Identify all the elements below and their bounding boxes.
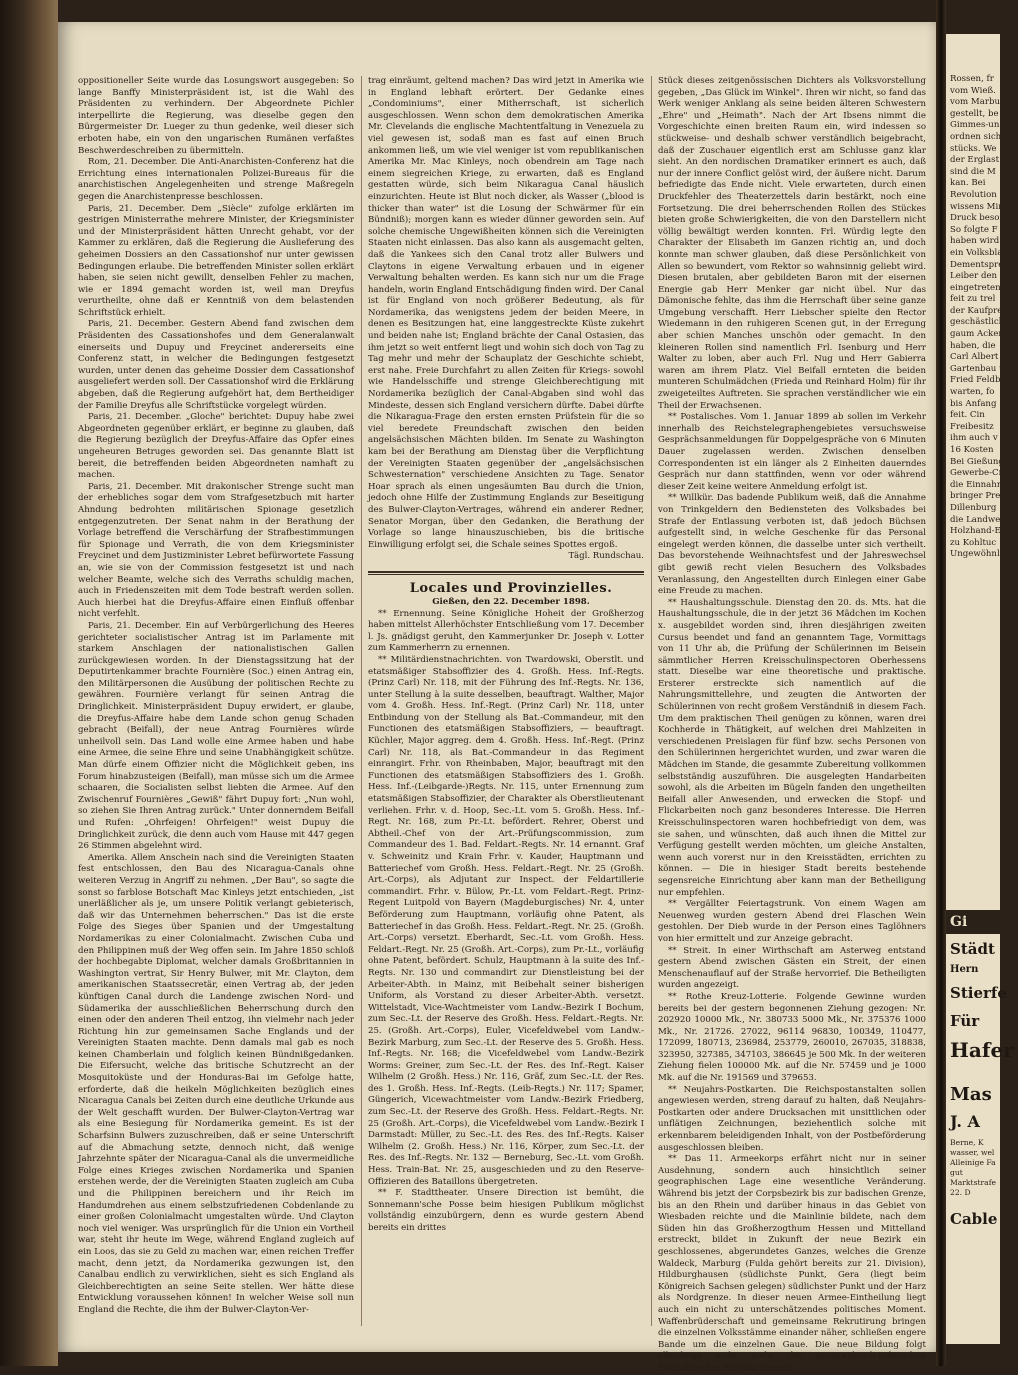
ad-heading: Stierfe — [950, 984, 1007, 1002]
book-spine-shadow — [0, 0, 58, 1366]
ad-banner: Gi — [946, 910, 1000, 934]
text-line: gut — [950, 1168, 963, 1177]
text-line: Fried Feldb — [950, 375, 1001, 386]
article-paragraph: Rom, 21. December. Die Anti-Anarchisten-Conferenz hat die Errichtung eines internationalen Polizei-Bureaus für die anarchistischen Angelegenheiten und strenge Maßregeln gegen die Anarchistenpresse beschlossen. — [78, 157, 354, 202]
ad-heading: Für — [950, 1012, 980, 1030]
text-line: Revolution — [950, 189, 997, 200]
article-paragraph: Paris, 21. December. Mit drakonischer Strenge sucht man der erhebliches sogar dem vom Strafgesetzbuch mit harter Ahndung bedrohten militärischen Spionage gesetzlich entgegenzutreten. Der Senat nahm in der Berathung der Vorlage betreffend die Verschärfung der Strafbestimmungen für Spionage und Verrath, die von dem Kriegsminister Freycinet und dem Justizminister Lebret befürwortete Fassung an, wie sie von der Commission festgesetzt ist und nach welcher Beamte, welche sich des Verraths schuldig machen, auch in Friedenszeiten mit dem Tode bestraft werden sollen. Auch hierbei hat die Dreyfus-Affaire einen Einfluß offenbar nicht verfehlt. — [78, 481, 354, 620]
text-line: haben wird — [950, 236, 1000, 247]
text-line: Dillenburg — [950, 502, 997, 513]
text-line: vom Marburg — [950, 97, 1010, 108]
text-line: wissens Minist — [950, 201, 1015, 212]
article-paragraph: ** F. Stadttheater. Unsere Direction ist bemüht, die Sonnemann'sche Posse beim hiesigen Publikum möglichst vollständig einzubürgern, denn es wurde gestern Abend bereits ein drittes — [368, 1188, 644, 1233]
text-line: Gimmes-un — [950, 120, 1000, 131]
adjacent-page-edge — [946, 34, 1018, 1344]
text-line: Rossen, fr — [950, 74, 994, 84]
text-line: Gartenbau u — [950, 363, 1005, 374]
column-rule — [651, 76, 652, 1326]
text-line: Alleinige Fa — [950, 1158, 996, 1167]
text-line: 16 Kosten — [950, 445, 994, 455]
text-line: die Landwe — [950, 514, 1001, 525]
text-line: 22. D — [950, 1188, 971, 1197]
text-line: Holzhand-E — [950, 526, 1001, 537]
column-2 — [368, 76, 644, 1326]
text-line: zu Kohltuc — [950, 537, 997, 548]
text-line: vom Wieß. — [950, 85, 996, 96]
text-line: So folgte F — [950, 224, 998, 235]
article-paragraph: ** Postalisches. Vom 1. Januar 1899 ab sollen im Verkehr innerhalb des Reichstelegraphengebietes versuchsweise Gesprächsanmeldungen für Doppelgespräche von 6 Minuten Dauer zugelassen werden. Zwischen denselben Correspondenten ist ein länger als 2 Einheiten dauerndes Gespräch nur dann stattfinden, wenn vor oder während dieser Zeit keine weitere Anmeldung erfolgt ist. — [658, 412, 926, 492]
ad-heading: Hern — [950, 964, 979, 975]
text-line: eingetreten — [950, 282, 1001, 293]
text-line: sind die M — [950, 166, 996, 177]
article-paragraph: ** Neujahrs-Postkarten. Die Reichspostanstalten sollen angewiesen werden, streng darauf zu halten, daß Neujahrs-Postkarten oder andere Drucksachen mit unsittlichen oder unflätigen Zeichnungen, beziehentlich solche mit erkennbarem beleidigenden Inhalt, von der Postbeförderung ausgeschlossen bleiben. — [658, 1084, 926, 1153]
column-1 — [78, 76, 354, 1326]
ad-text — [950, 1138, 996, 1198]
article-paragraph: Paris, 21. December. „Gloche" berichtet: Dupuy habe zwei Abgeordneten gegenüber erklärt, er beginne zu glauben, daß die Regierung bezüglich der Dreyfus-Affaire das Opfer eines ungeheuren Betruges geworden sei. Das genannte Blatt ist bereit, die betreffenden beiden Abgeordneten namhaft zu machen. — [78, 412, 354, 481]
article-paragraph: trag einräumt, geltend machen? Das wird jetzt in Amerika wie in England lebhaft erörtert. Der Gedanke eines „Condominiums", einer Mitherrschaft, ist sicherlich ausgeschlossen. Wenn schon dem demokratischen Amerika Mr. Clevelands die englische Machtentfaltung in Venezuela zu viel gewesen ist, sodaß man es fast auf einen Bruch ankommen ließ, um wie viel weniger ist vom republikanischen Amerika Mr. Mac Kinleys, noch obendrein am Tage nach einem siegreichen Kriege, zu erwarten, daß es England gestatten würde, sich beim Nikaragua Canal häuslich einzurichten. Heute ist Blut noch dicker, als Wasser („blood is thicker than water" ist die Losung der Schwärmer für ein Bündniß); morgen kann es wieder dünner geworden sein. Auf solche chemische Ungewißheiten können sich die Vereinigten Staaten nicht einlassen. Das also kann als ausgemacht gelten, daß die Yankees sich den Canal trotz aller Bulwers und Claytons in eigene Verwaltung erbauen und in eigener Verwaltung behalten werden. Es kann sich nur um die Frage handeln, worin England Entschädigung finden wird. Der Canal ist für England von noch größerer Bedeutung, als für Nordamerika, das wenigstens jedem der beiden Meere, in denen es Besitzungen hat, eine langgestreckte Küste zukehrt und beiden nahe ist; England brächte der Canal Ostasien, das ihm jetzt so weit entfernt liegt und wohin sich doch von Tag zu Tag mehr und mehr der Schauplatz der Geschichte schiebt, erst nahe. Freie Durchfahrt zu allen Zeiten für Kriegs- sowohl wie Handelsschiffe und strenge Gleichberechtigung mit Nordamerika bezüglich der Canal-Abgaben sind wohl das Mindeste, dessen sich England versichern dürfte. Dabei dürfte die Nikaragua-Frage den ersten ernsten Prüfstein für die so viel beredete Freundschaft zwischen den beiden angelsächsischen Mächten bilden. Im Senate zu Washington kam bei der Berathung am Dienstag über die Verpflichtung der Vereinigten Staaten gegenüber der „angelsächsischen Schwesternation" verschiedene Ansichten zu Tage. Senator Hoar sprach als einen ungesäumten Bau durch die Union, jedoch ohne Hilfe der Zustimmung Englands zur Beseitigung des Bulwer-Clayton-Vertrages, während ein anderer Redner, Senator Morgan, über den Gedanken, die Berathung der Vorlage so lange hinauszuschieben, bis die britische Einwilligung erfolgt sei, die Schale seines Spottes ergoß. — [368, 76, 644, 550]
article-paragraph: ** Streit. In einer Wirthschaft am Asterweg entstand gestern Abend zwischen Gästen ein Streit, der einen Menschenauflauf auf der Straße hervorrief. Die Betheiligten wurden angezeigt. — [658, 945, 926, 991]
article-paragraph: Stück dieses zeitgenössischen Dichters als Volksvorstellung gegeben, „Das Glück im Winkel". Ihren wir nicht, so fand das Werk weniger Anklang als seine beiden älteren Schwestern „Ehre" und „Heimath". Nach der Art Ibsens nimmt die Vorgeschichte einen breiten Raum ein, wird indessen so stückweise- und deshalb schwer verständlich beigebracht, daß der Zuschauer eigentlich erst am Schlusse ganz klar sieht. An den nordischen Dramatiker erinnert es auch, daß nur der innere Conflict gelöst wird, der äußere nicht. Darum befriedigte das Ende nicht. Viele erwarteten, durch einen Druckfehler des Theaterzettels darin bestärkt, noch eine Fortsetzung. Die drei beherrschenden Rollen des Stückes bieten große Schwierigkeiten, die von den Darstellern nicht völlig bewältigt werden konnten. Frl. Würdig legte den Charakter der Elisabeth im Ganzen richtig an, und doch konnte man schwer glauben, daß diese Persönlichkeit von Allen so bewundert, vom Rektor so wahnsinnig geliebt wird. Diesen brutalen, aber gebildeten Baron mit der eisernen Energie gab Herr Menker gar nicht übel. Nur das Dämonische fehlte, das ihm die Herrschaft über seine ganze Umgebung verschafft. Herr Liebscher spielte den Rector Wiedemann in den ruhigeren Scenen gut, in der Erregung aber schien Manches unschön oder gemacht. In den kleineren Rollen sind namentlich Frl. Isenburg und Herr Walter zu loben, aber auch Frl. Nug und Herr Gabierra waren am ihrem Platz. Viel Beifall ernteten die beiden munteren Schulmädchen (Frieda und Reinhard Holm) für ihr zweigeteiltes Auftreten. Sie sprachen verständlicher wie ein Theil der Erwachsenen. — [658, 76, 926, 411]
article-paragraph: ** Rothe Kreuz-Lotterie. Folgende Gewinne wurden bereits bei der gestern begonnenen Ziehung gezogen: Nr. 202920 10000 Mk., Nr. 380733 5000 Mk., Nr. 375376 1000 Mk., Nr. 21726. 27022, 96114 96830, 100349, 110477, 172099, 180713, 236984, 253779, 260010, 267035, 318838, 323950, 327385, 347103, 386645 je 500 Mk. In der weiteren Ziehung fielen 100000 Mk. auf die Nr. 57459 und je 1000 Mk. auf die Nr. 191569 und 379653. — [658, 991, 926, 1084]
text-line: Ungewöhnliche — [950, 549, 1018, 560]
text-line: die Einnahm — [950, 479, 1005, 490]
text-line: Marktstrafe — [950, 1178, 996, 1187]
text-line: bis Anfang — [950, 398, 997, 409]
article-paragraph: ** Militärdienstnachrichten. von Twardowski, Oberstlt. und etatsmäßiger Stabsoffizier des 4. Großh. Hess. Inf.-Regts. (Prinz Carl) Nr. 118, mit der Führung des Inf.-Regts. Nr. 136, unter Stellung à la suite desselben, beauftragt. Walther, Major vom 4. Großh. Hess. Inf.-Regt. (Prinz Carl) Nr. 118, unter Entbindung von der Stellung als Bat.-Commandeur, mit den Functionen des etatsmäßigen Stabsoffiziers, — beauftragt. Küchler, Major aggreg. dem 4. Großh. Hess. Inf.-Regt. (Prinz Carl) Nr. 118, als Bat.-Commandeur in das Regiment einrangirt. Frhr. von Rheinbaben, Major, beauftragt mit den Functionen des etatsmäßigen Stabsoffiziers des 1. Großh. Hess. Inf.-(Leibgarde-)Regts. Nr. 115, unter Ernennung zum etatsmäßigen Stabsoffizier, der Charakter als Oberstlieutenant verliehen. Frhr. v. d. Hoop, Sec.-Lt. vom 5. Großh. Hess. Inf.-Regt. Nr. 168, zum Pr.-Lt. befördert. Rehrer, Oberst und Abtheil.-Chef von der Art.-Prüfungscommission, zum Commandeur des 1. Bad. Feldart.-Regts. Nr. 14 ernannt. Graf v. Schweinitz und Krain Frhr. v. Kauder, Hauptmann und Batteriechef vom Großh. Hess. Feldart.-Regt. Nr. 25 (Großh. Art.-Corps), als Adjutant zur Inspect. der Feldartillerie commandirt. Frhr. v. Bülow, Pr.-Lt. vom Feldart.-Regt. Prinz-Regent Luitpold von Bayern (Magdeburgisches) Nr. 4, unter Beförderung zum Hauptmann, vorläufig ohne Patent, als Batteriechef in das Großh. Hess. Feldart.-Regt. Nr. 25. (Großh. Art.-Corps) versetzt. Eberhardt, Sec.-Lt. vom Großh. Hess. Feldart.-Regt. Nr. 25 (Großh. Art.-Corps), zum Pr.-Lt., vorläufig ohne Patent, befördert. Schulz, Hauptmann à la suite des Inf.-Regts. Nr. 130 und commandirt zur Dienstleistung bei der Arbeiter-Abth. in Mainz, mit Beibehalt seiner bisherigen Uniform, als Vorstand zu dieser Arbeiter-Abth. versetzt. Wittelstadt, Vice-Wachtmeister vom Landw.-Bezirk I Bochum, zum Sec.-Lt. der Reserve des Großh. Hess. Feldart.-Regts. Nr. 25. (Großh. Art.-Corps), Euler, Vicefeldwebel vom Landw.-Bezirk Marburg, zum Sec.-Lt. der Reserve des 5. Großh. Hess. Inf.-Regts. Nr. 168; die Vicefeldwebel vom Landw.-Bezirk Worms: Greiner, zum Sec.-Lt. der Res. des Inf.-Regt. Kaiser Wilhelm (2 Großh. Hess.) Nr. 116, Gräf, zum Sec.-Lt. der Res. des 1. Großh. Hess. Inf.-Regts. (Leib-Regts.) Nr. 117; Spamer, Güngerich, Vicewachtmeister vom Landw.-Bezirk Friedberg, zum Sec.-Lt. der Reserve des Großh. Hess. Feldart.-Regts. Nr. 25 (Großh. Art.-Corps), die Vicefeldwebel vom Landw.-Bezirk I Darmstadt: Müller, zu Sec.-Lt. des Res. des Inf.-Regts. Kaiser Wilhelm (2. Großh. Hess.) Nr. 116, Körper, zum Sec.-Lt. der Res. des Inf.-Regts. Nr. 132 — Berneburg, Sec.-Lt. vom Großh. Hess. Train-Bat. Nr. 25, ausgeschieden und zu den Reserve-Offizieren des Bataillons übergetreten. — [368, 654, 644, 1187]
article-paragraph: ** Haushaltungsschule. Dienstag den 20. ds. Mts. hat die Haushaltungsschule, die in der jetzt 36 Mädchen im Kochen x. ausgebildet worden sind, ihren diesjährigen zweiten Cursus beendet und fand an genanntem Tage, Vormittags von 11 Uhr ab, die Prüfung der Schülerinnen im Beisein sämmtlicher Herren Kreisschulinspectoren Oberhessens statt. Dieselbe war eine theoretische und praktische. Ersterer erstreckte sich namentlich auf die Nahrungsmittellehre, und zeugten die Antworten der Schülerinnen von recht großem Verständniß in diesem Fach. Um dem praktischen Theil genügen zu können, waren drei Kochherde in Thätigkeit, auf welchen drei Mahlzeiten in verschiedenen Preislagen für fünf bzw. sechs Personen von den Schülerinnen hergerichtet wurden, und zwar waren die Mädchen im Stande, die gesammte Zubereitung vollkommen selbstständig auszuführen. Die ausgelegten Handarbeiten sowohl, als die Arbeiten im Bügeln fanden den ungetheilten Beifall aller Anwesenden, und erwecken die Stopf- und Flickarbeiten noch ganz besonderes Interesse. Die Herren Kreisschulinspectoren waren hochbefriedigt von dem, was sie sahen, und wünschten, daß auch ihnen die Mittel zur Verfügung gestellt werden möchten, um gleiche Anstalten, wenn auch vorerst nur in den Kreisstädten, errichten zu können. — Die in hiesiger Stadt bereits bestehende segensreiche Einrichtung aber kann man der Betheiligung nur empfehlen. — [658, 597, 926, 898]
text-line: Gewerbe-Cr — [950, 468, 1003, 479]
ad-heading: Städt — [950, 940, 995, 958]
text-line: Carl Albert — [950, 352, 999, 363]
text-line: kan. Bei — [950, 178, 986, 189]
ad-heading: Mas — [950, 1084, 992, 1105]
text-line: haben, die — [950, 340, 996, 351]
text-line: feit. Cin — [950, 410, 985, 421]
ad-heading: J. A — [950, 1112, 980, 1131]
book-gutter — [936, 0, 946, 1366]
text-line: Freibesitz — [950, 421, 994, 432]
adjacent-page-text — [950, 74, 1018, 561]
article-paragraph: Paris, 21. December. Dem „Siècle" zufolge erklärten im gestrigen Ministerrathe mehrere Minister, der Kriegsminister und der Ministerpräsident hätten Unrecht gehabt, vor der Kammer zu erklären, daß die Regierung die Auslieferung des geheimen Dossiers an den Cassationshof nur unter gewissen Bedingungen erlaube. Die betreffenden Minister sollen erklärt haben, sie seien nicht gewillt, denselben Fehler zu machen, wie er 1894 gemacht worden ist, weil man Dreyfus verurtheilte, ohne daß er Kenntniß von dem belastenden Schriftstück erhielt. — [78, 203, 354, 318]
text-line: Leiber den — [950, 271, 998, 282]
dateline: Gießen, den 22. December 1898. — [432, 596, 590, 607]
article-paragraph: ** Vergällter Feiertagstrunk. Von einem Wagen am Neuenweg wurden gestern Abend drei Flaschen Wein gestohlen. Der Dieb wurde in der Person eines Taglöhners von hier ermittelt und zur Anzeige gebracht. — [658, 899, 926, 944]
text-line: der Erglast — [950, 155, 1000, 166]
article-paragraph: Paris, 21. December. Ein auf Verbürgerlichung des Heeres gerichteter socialistischer Antrag ist im Parlamente mit starkem Anschlagen der nationalistischen Gallen zurückgewiesen worden. In der Dienstagssitzung hat der Deputirtenkammer brachte Fournière (Soc.) einen Antrag ein, den Militärpersonen die Ausübung der politischen Rechte zu gewähren. Fournière verlangt für seinen Antrag die Dringlichkeit. Ministerpräsident Dupuy erwidert, er glaube, die Dreyfus-Affaire habe dem Lande schon genug Schaden gebracht (Beifall), der neue Antrag Fournières würde unheilvoll sein. Das Land wolle eine Armee haben und habe eine Armee, die seine Ehre und seine Unabhängigkeit schütze. Man dürfe einem Offizier nicht die Möglichkeit geben, ins Forum hinabzusteigen (Beifall), man müsse sich um die Armee schaaren, die Socialisten selbst liebten die Armee. Auf den Zwischenruf Fournières „Gewiß" fährt Dupuy fort: „Nun wohl, so ziehen Sie Ihren Antrag zurück." Unter donnerndem Beifall und Rufen: „Ohrfeigen! Ohrfeigen!" weist Dupuy die Dringlichkeit zurück, die denn auch vom Hause mit 447 gegen 26 Stimmen abgelehnt wird. — [78, 620, 354, 852]
article-paragraph: ** Ernennung. Seine Königliche Hoheit der Großherzog haben mittelst Allerhöchster Entschließung vom 17. December l. Js. gnädigst geruht, den Kammerjunker Dr. Joseph v. Lotter zum Kammerherrn zu ernennen. — [368, 608, 644, 654]
text-line: feit zu trel — [950, 294, 996, 305]
text-line: ordnen sich — [950, 131, 1002, 142]
text-line: Bei Gießung — [950, 456, 1004, 467]
text-line: stücks. We — [950, 143, 997, 154]
text-line: der Kaufpreis — [950, 305, 1010, 316]
text-line: wasser, wel — [950, 1148, 995, 1157]
text-line: bringer Pre — [950, 491, 1001, 502]
article-paragraph: Amerika. Allem Anschein nach sind die Vereinigten Staaten fest entschlossen, den Bau des Nicaragua-Canals ohne weiteren Verzug in Angriff zu nehmen. „Der Bau", so sagte die sonst so farblose Botschaft Mac Kinleys jetzt entschieden, „ist unerläßlicher als je, um unsere Politik verlangt gebieterisch, daß wir das Unternehmen beherrschen." Das ist die erste Folge des Sieges über Spanien und der Umgestaltung Nordamerikas zu einer Colonialmacht. Zwischen Cuba und den Philippinen muß der Weg offen sein. Im Jahre 1850 schloß der hochbegabte Diplomat, welcher damals Großbritannien in Washington vertrat, Sir Henry Bulwer, mit Mr. Clayton, dem amerikanischen Staatssecretär, einen Vertrag ab, der jeden künftigen Canal durch die Landenge zwischen Nord- und Südamerika der ausschließlichen Beherrschung durch den einen oder den anderen Theil entzog, ihn vielmehr nach jeder Richtung hin zur gemeinsamen Sache Englands und der Vereinigten Staaten machte. Denn damals mal gab es noch keinen Chamberlain und folglich keinen Bündnißgedanken. Die Eifersucht, welche das britische Schutzrecht an der Mosquitoküste und der Honduras-Bai im Gefolge hatte, erforderte, daß die heikeln Möglichkeiten bezüglich eines Nicaragua Canals bei Zeiten durch eine deutliche Urkunde aus der Welt geschafft wurden. Der Bulwer-Clayton-Vertrag war als eine Besiegung für Nordamerika gemeint. Es ist der Scharfsinn Bulwers zuzuschreiben, daß er seine Unterschrift auf die Abmachung setzte, dennoch nicht, daß wenige Jahrzehnte später der Nicaragua-Canal als die unvermeidliche Folge eines Krieges zwischen Nordamerika und Spanien erstehen werde, der die Vereinigten Staaten zugleich am Cuba und die Philippinen bereichern und ihr Reich im Handumdrehen aus einem selbstzufriedenen Cobdenlande zu einer großen Colonialmacht umgestalten würde. Und Clayton noch viel weniger. Was ursprünglich für die Union ein Vortheil war, steht ihr heute im Wege, während England zugleich auf ein Loos, das sie zu Geld zu machen war, einen reichen Treffer macht, denn jetzt, da Nordamerika gezwungen ist, den Canalbau endlich zu verwirklichen, sieht es sich England als Gleichberechtigten an seine Seite stellen. Wer hätte diese Entwicklung voraussehen können! In welcher Weise soll nun England die Rechte, die ihm der Bulwer-Clayton-Ver- — [78, 852, 354, 1315]
ad-heading: Cable — [950, 1210, 998, 1228]
column-3 — [658, 76, 926, 1373]
text-line: gaum Acker — [950, 329, 1003, 340]
text-line: Dementspred — [950, 259, 1009, 270]
ad-heading: Hafer — [950, 1038, 1014, 1062]
text-line: ihm auch v — [950, 433, 998, 444]
text-line: warten, fo — [950, 387, 995, 398]
section-divider — [368, 571, 644, 575]
text-line: geschästlichen — [950, 317, 1015, 328]
article-paragraph: ** Willkür. Das badende Publikum weiß, daß die Annahme von Trinkgeldern den Bediensteten des Volksbades bei Strafe der Entlassung verboten ist, daß jedoch Büchsen aufgestellt sind, in welche Geschenke für das Personal eingelegt werden können, die dasselbe unter sich vertheilt. Das bevorstehende Weihnachtsfest und der Jahreswechsel gibt gewiß recht vielen Besuchern des Volksbades Veranlassung, den Angestellten durch Einlegen einer Gabe eine Freude zu machen. — [658, 493, 926, 597]
text-line: Berne, K — [950, 1138, 984, 1147]
source-attribution: Tägl. Rundschau. — [568, 551, 644, 562]
article-paragraph: Paris, 21. December. Gestern Abend fand zwischen dem Präsidenten des Cassationshofes und dem Generalanwalt einerseits und Dupuy und Freycinet andererseits eine Conferenz statt, in welcher die Bedingungen festgesetzt wurden, unter denen das geheime Dossier dem Cassationshof ausgeliefert werden soll. Der Cassationshof wird die Erklärung abgeben, daß die Regierung aufgehört hat, dem Bertheidiger der Familie Dreyfus alle Schriftstücke vorgelegt würden. — [78, 319, 354, 411]
article-paragraph: ** Das 11. Armeekorps erfährt nicht nur in seiner Ausdehnung, sondern auch hinsichtlich seiner geographischen Lage eine wesentliche Veränderung. Während bis jetzt der Corpsbezirk bis zur badischen Grenze, bis an den Rhein und darüber hinaus in das Gebiet von Wiesbaden reichte und die Mainlinie bildete, nach dem Süden hin das Großherzogthum Hessen und Mittelland erstreckt, bildet in Zukunft der neue Bezirk ein geschlossenes, abgerundetes Ganzes, welches die Grenze Waldeck, Marburg (Fulda gehört bereits zur 21. Division), Hildburghausen (südlichste Punkt, Gera (liegt beim Königreich Sachsen gelegen) südlichster Punkt und der Harz als Nordgrenze. In dieser neuen Armee-Eintheilung liegt auch ein nicht zu unterschätzendes politisches Moment. Waffenbrüderschaft und gemeinsame Rekrutirung bringen die einzelnen Volksstämme einander näher, schließen engere Bande um die einzelnen Gaue. Die neue Bildung folgt allerdings nicht mehr der geographisch-politischen Formation der Provinz Hessen- — [658, 1154, 926, 1373]
text-line: Druck besor — [950, 213, 1004, 224]
article-paragraph: oppositioneller Seite wurde das Losungswort ausgegeben: So lange Banffy Ministerpräsident ist, ist die Wahl des Präsidenten zu verhindern. Der Abgeordnete Pichler interpellirte die Regierung, was dieselbe gegen den Bürgermeister Dr. Lueger zu thun gedenke, weil dieser sich erboten habe, ein von den ungarischen Rumänen verfaßtes Beschwerdeschreiben zu übermitteln. — [78, 76, 354, 156]
section-heading: Locales und Provinzielles. — [409, 580, 613, 596]
text-line: gestellt, be — [950, 108, 999, 119]
column-rule — [361, 76, 362, 1326]
text-line: ein Volksbla — [950, 247, 1003, 258]
newspaper-page — [58, 22, 936, 1373]
